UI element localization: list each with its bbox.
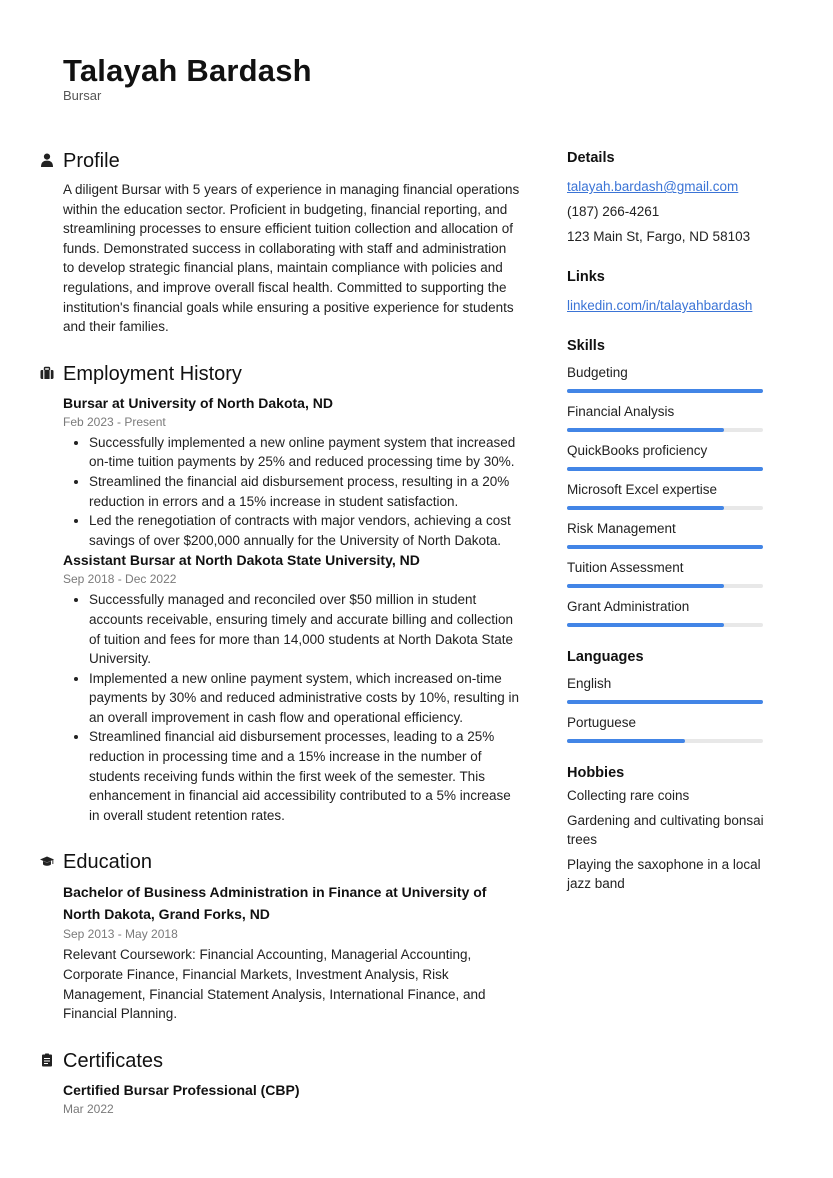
- profile-section: [40, 148, 520, 337]
- certificates-section: [40, 1048, 520, 1118]
- skill-item: [567, 362, 772, 393]
- skill-name: Budgeting: [567, 365, 628, 380]
- job-dates: Sep 2018 - Dec 2022: [63, 572, 177, 587]
- skill-name: QuickBooks proficiency: [567, 443, 708, 458]
- bullet-item: • Streamlined financial aid disbursement processes, leading to a 25% reduction in processing time and a 15% increase in the number of students receiving funds within the first week of the semester. This enhancement in financial aid accessibility contributed to a 5% increase in overall student retention rates.: [89, 727, 520, 825]
- certificate-icon: [40, 1053, 54, 1067]
- hobby-item: Playing the saxophone in a local jazz band: [567, 856, 761, 892]
- job-entry: [40, 393, 520, 551]
- skill-name: Portuguese: [567, 715, 637, 730]
- bullet-item: • Led the renegotiation of contracts with major vendors, achieving a cost savings of over $200,000 annually for the University of North Dakota.: [89, 511, 520, 550]
- skill-level-bar: [567, 545, 763, 549]
- skill-item: [567, 557, 772, 588]
- skill-level-bar: [567, 428, 763, 432]
- education-heading-row: [40, 849, 520, 875]
- skill-item: [567, 518, 772, 549]
- education-heading: Education: [63, 851, 152, 874]
- certificate-name: Certified Bursar Professional (CBP): [63, 1081, 300, 1098]
- skill-level-bar: [567, 389, 763, 393]
- main-column: [40, 148, 520, 1120]
- skills-heading: Skills: [567, 338, 605, 354]
- skill-level-fill: [567, 506, 724, 510]
- education-dates: Sep 2013 - May 2018: [63, 927, 178, 942]
- skill-level-fill: [567, 428, 724, 432]
- bullet-item: • Streamlined the financial aid disbursement process, resulting in a 20% reduction in errors and a 15% increase in student satisfaction.: [89, 472, 520, 511]
- education-text: Relevant Coursework: Financial Accounting, Managerial Accounting, Corporate Finance, Financial Markets, Investment Analysis, Risk Management, Financial Statement Analysis, International Finance, and Financial Planning.: [63, 947, 486, 1022]
- profile-heading-row: [40, 148, 520, 174]
- skill-name: Microsoft Excel expertise: [567, 482, 718, 497]
- skill-name: Financial Analysis: [567, 404, 675, 419]
- languages-section: [567, 647, 772, 743]
- languages-list: [567, 673, 772, 743]
- job-entry: [40, 550, 520, 825]
- bullet-item: • Successfully implemented a new online payment system that increased on-time tuition payments by 25% and reduced processing time by 30%.: [89, 433, 520, 472]
- details-heading: Details: [567, 150, 615, 166]
- skill-level-fill: [567, 467, 763, 471]
- education-section: [40, 849, 520, 1023]
- sidebar-column: [567, 148, 772, 899]
- certificates-heading-row: [40, 1048, 520, 1074]
- skill-item: [567, 596, 772, 627]
- skill-name: Grant Administration: [567, 599, 690, 614]
- details-section: [567, 148, 772, 249]
- skill-level-fill: [567, 623, 724, 627]
- certificates-heading: Certificates: [63, 1049, 164, 1072]
- skill-item: [567, 401, 772, 432]
- links-heading: Links: [567, 269, 605, 285]
- links-section: [567, 267, 772, 318]
- skills-section: [567, 336, 772, 627]
- employment-heading: Employment History: [63, 362, 242, 385]
- hobbies-heading: Hobbies: [567, 765, 625, 781]
- skill-level-fill: [567, 700, 763, 704]
- job-title-subtitle: Bursar: [63, 88, 102, 103]
- address: 123 Main St, Fargo, ND 58103: [567, 229, 751, 244]
- email-row: [567, 174, 772, 199]
- job-dates: Feb 2023 - Present: [63, 414, 166, 429]
- person-icon: [40, 153, 54, 167]
- certificate-date: Mar 2022: [63, 1101, 114, 1116]
- hobby-item: Gardening and cultivating bonsai trees: [567, 812, 764, 848]
- profile-text: A diligent Bursar with 5 years of experience in managing financial operations within the education sector. Proficient in budgeting, financial reporting, and streamlining processes to ensure efficient tuition collection and allocation of funds. Demonstrated success in collaborating with staff and administration to develop strategic financial plans, maintain compliance with policies and regulations, and improve overall fiscal health. Committed to supporting the institution's financial goals while ensuring a positive experience for students and their families.: [63, 182, 520, 335]
- profile-heading: Profile: [63, 150, 120, 172]
- job-bullets: [63, 590, 520, 825]
- skill-item: [567, 479, 772, 510]
- bullet-item: • Implemented a new online payment system, which increased on-time payments by 30% and reduced administrative costs by 10%, resulting in an overall improvement in cash flow and operational efficiency.: [89, 669, 520, 728]
- linkedin-link[interactable]: linkedin.com/in/talayahbardash: [567, 298, 753, 313]
- skill-level-bar: [567, 584, 763, 588]
- skill-level-bar: [567, 467, 763, 471]
- employment-section: [40, 361, 520, 826]
- job-bullets: [63, 433, 520, 551]
- skill-name: Risk Management: [567, 521, 676, 536]
- briefcase-icon: [40, 366, 54, 380]
- employment-heading-row: [40, 361, 520, 387]
- skill-level-fill: [567, 545, 763, 549]
- skill-name: English: [567, 676, 612, 691]
- skill-item: [567, 440, 772, 471]
- skill-item: [567, 673, 772, 704]
- hobby-item: Collecting rare coins: [567, 788, 690, 803]
- job-title: Bursar at University of North Dakota, ND: [63, 394, 333, 411]
- skill-level-fill: [567, 739, 685, 743]
- skill-level-bar: [567, 739, 763, 743]
- skill-level-bar: [567, 700, 763, 704]
- skill-item: [567, 712, 772, 743]
- hobbies-section: [567, 763, 772, 894]
- skills-list: [567, 362, 772, 627]
- candidate-name: Talayah Bardash: [63, 53, 312, 88]
- phone-number: (187) 266-4261: [567, 204, 660, 219]
- skill-name: Tuition Assessment: [567, 560, 684, 575]
- degree-title: Bachelor of Business Administration in Finance at University of North Dakota, Grand Forks, ND: [63, 884, 487, 923]
- bullet-item: • Successfully managed and reconciled over $50 million in student accounts receivable, ensuring timely and accurate billing and collection of tuition and fees for more than 14,000 students at North Dakota State University.: [89, 590, 520, 668]
- linkedin-row: [567, 293, 772, 318]
- job-title: Assistant Bursar at North Dakota State University, ND: [63, 552, 420, 569]
- languages-heading: Languages: [567, 649, 644, 665]
- skill-level-bar: [567, 506, 763, 510]
- skill-level-fill: [567, 389, 763, 393]
- skill-level-bar: [567, 623, 763, 627]
- email-link[interactable]: talayah.bardash@gmail.com: [567, 179, 739, 194]
- graduation-cap-icon: [40, 854, 54, 868]
- skill-level-fill: [567, 584, 724, 588]
